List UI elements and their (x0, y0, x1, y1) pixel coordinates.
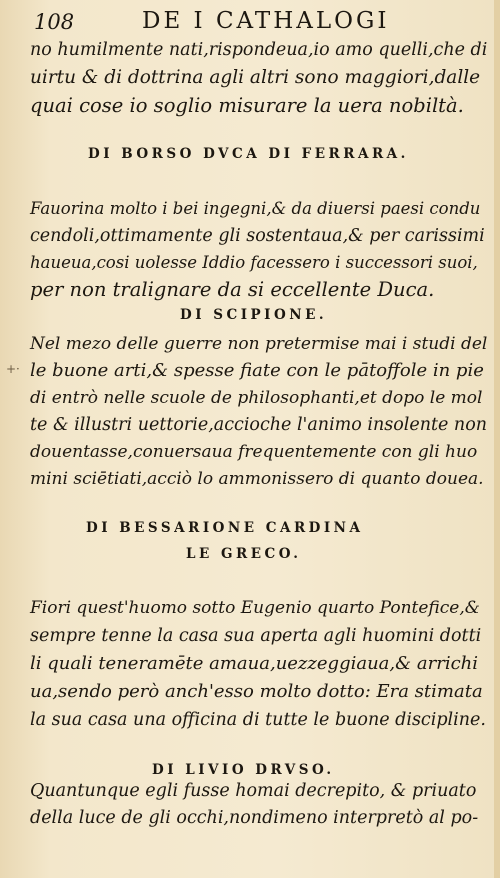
text-line: la sua casa una officina di tutte le buone discipline. (30, 710, 486, 730)
page-edge (494, 0, 500, 878)
running-title: DE I CATHALOGI (142, 8, 390, 34)
page-number: 108 (34, 10, 75, 34)
text-line: mini sciētiati,acciò lo ammonissero di quanto douea. (30, 469, 484, 489)
text-line: della luce de gli occhi,nondimeno interpretò al po- (30, 808, 479, 828)
text-line: Quantunque egli fusse homai decrepito, & priuato (30, 781, 477, 801)
text-line: Nel mezo delle guerre non pretermise mai i studi del (30, 334, 488, 354)
text-line: haueua,cosi uolesse Iddio facessero i successori suoi, (30, 253, 478, 272)
page-header (34, 8, 454, 36)
text-line: te & illustri uettorie,accioche l'animo insolente non (30, 415, 487, 435)
section-heading-bessarione: DI BESSARIONE CARDINA (86, 520, 364, 536)
text-line: uirtu & di dottrina agli altri sono maggiori,dalle (30, 67, 481, 88)
text-line: quai cose io soglio misurare la uera nobiltà. (30, 94, 464, 117)
marginal-mark: +· (6, 362, 20, 376)
text-line: di entrò nelle scuole de philosophanti,et dopo le mol (30, 388, 483, 408)
section-heading-livio: DI LIVIO DRVSO. (152, 762, 335, 778)
text-line: li quali teneramēte amaua,uezzeggiaua,& arrichi (30, 653, 479, 674)
text-line: douentasse,conuersaua frequentemente con gli huo (30, 442, 478, 462)
section-heading-bessarione-cont: LE GRECO. (186, 546, 302, 562)
section-heading-borso: DI BORSO DVCA DI FERRARA. (88, 146, 409, 162)
text-line: no humilmente nati,rispondeua,io amo quelli,che di (30, 40, 488, 60)
text-line: sempre tenne la casa sua aperta agli huomini dotti (30, 626, 482, 646)
text-line: ua,sendo però anch'esso molto dotto: Era stimata (30, 681, 483, 702)
text-line: Fiori quest'huomo sotto Eugenio quarto Pontefice,& (30, 598, 480, 618)
section-heading-scipione: DI SCIPIONE. (180, 307, 328, 323)
text-line: per non tralignare da si eccellente Duca. (30, 278, 435, 301)
text-line: Fauorina molto i bei ingegni,& da diuersi paesi condu (30, 199, 481, 218)
text-line: le buone arti,& spesse fiate con le pātoffole in pie (30, 360, 484, 381)
text-line: cendoli,ottimamente gli sostentaua,& per carissimi (30, 226, 485, 246)
